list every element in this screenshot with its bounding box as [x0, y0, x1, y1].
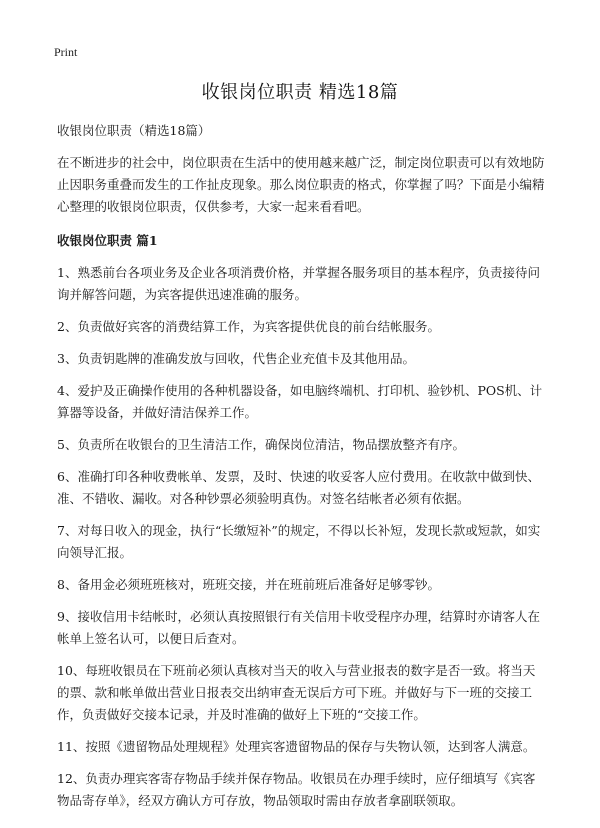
list-item: 10、每班收银员在下班前必须认真核对当天的收入与营业报表的数字是否一致。将当天的票、款和帐单做出营业日报表交出纳审查无误后方可下班。并做好与下一班的交接工作，负责做好交接本记录，并及时准确的做好上下班的“交接工作。	[57, 663, 536, 722]
list-item: 11、按照《遗留物品处理规程》处理宾客遗留物品的保存与失物认领，达到客人满意。	[57, 739, 536, 754]
list-item: 5、负责所在收银台的卫生清洁工作，确保岗位清洁，物品摆放整齐有序。	[57, 437, 465, 452]
list-item: 1、熟悉前台各项业务及企业各项消费价格，并掌握各服务项目的基本程序，负责接待问询并解答问题，为宾客提供迅速准确的服务。	[57, 265, 540, 302]
document-body	[57, 120, 547, 822]
list-item: 8、备用金必须班班核对，班班交接，并在班前班后准备好足够零钞。	[57, 577, 440, 592]
list-item: 4、爱护及正确操作使用的各种机器设备，如电脑终端机、打印机、验钞机、POS机、计算器等设备，并做好清洁保养工作。	[57, 383, 543, 420]
list-item: 12、负责办理宾客寄存物品手续并保存物品。收银员在办理手续时，应仔细填写《宾客物品寄存单》，经双方确认方可存放，物品领取时需由存放者拿副联领取。	[57, 771, 536, 808]
list-item: 7、对每日收入的现金，执行“长缴短补”的规定，不得以长补短，发现长款或短款，如实向领导汇报。	[57, 523, 541, 560]
section-heading: 收银岗位职责 篇1	[57, 233, 158, 248]
intro-paragraph: 在不断进步的社会中，岗位职责在生活中的使用越来越广泛，制定岗位职责可以有效地防止因职务重叠而发生的工作扯皮现象。那么岗位职责的格式，你掌握了吗？下面是小编精心整理的收银岗位职责，仅供参考，大家一起来看看吧。	[57, 155, 545, 214]
list-item: 6、准确打印各种收费帐单、发票，及时、快速的收妥客人应付费用。在收款中做到快、准、不错收、漏收。对各种钞票必须验明真伪。对签名结帐者必须有依据。	[57, 469, 540, 506]
list-item: 3、负责钥匙牌的准确发放与回收，代售企业充值卡及其他用品。	[57, 351, 415, 366]
list-item: 2、负责做好宾客的消费结算工作，为宾客提供优良的前台结帐服务。	[57, 319, 440, 334]
list-item: 9、接收信用卡结帐时，必须认真按照银行有关信用卡收受程序办理，结算时亦请客人在帐单上签名认可，以便日后查对。	[57, 609, 540, 646]
print-label: Print	[54, 45, 78, 59]
page-title: 收银岗位职责 精选18篇	[201, 82, 399, 103]
document-subtitle: 收银岗位职责（精选18篇）	[57, 123, 211, 138]
